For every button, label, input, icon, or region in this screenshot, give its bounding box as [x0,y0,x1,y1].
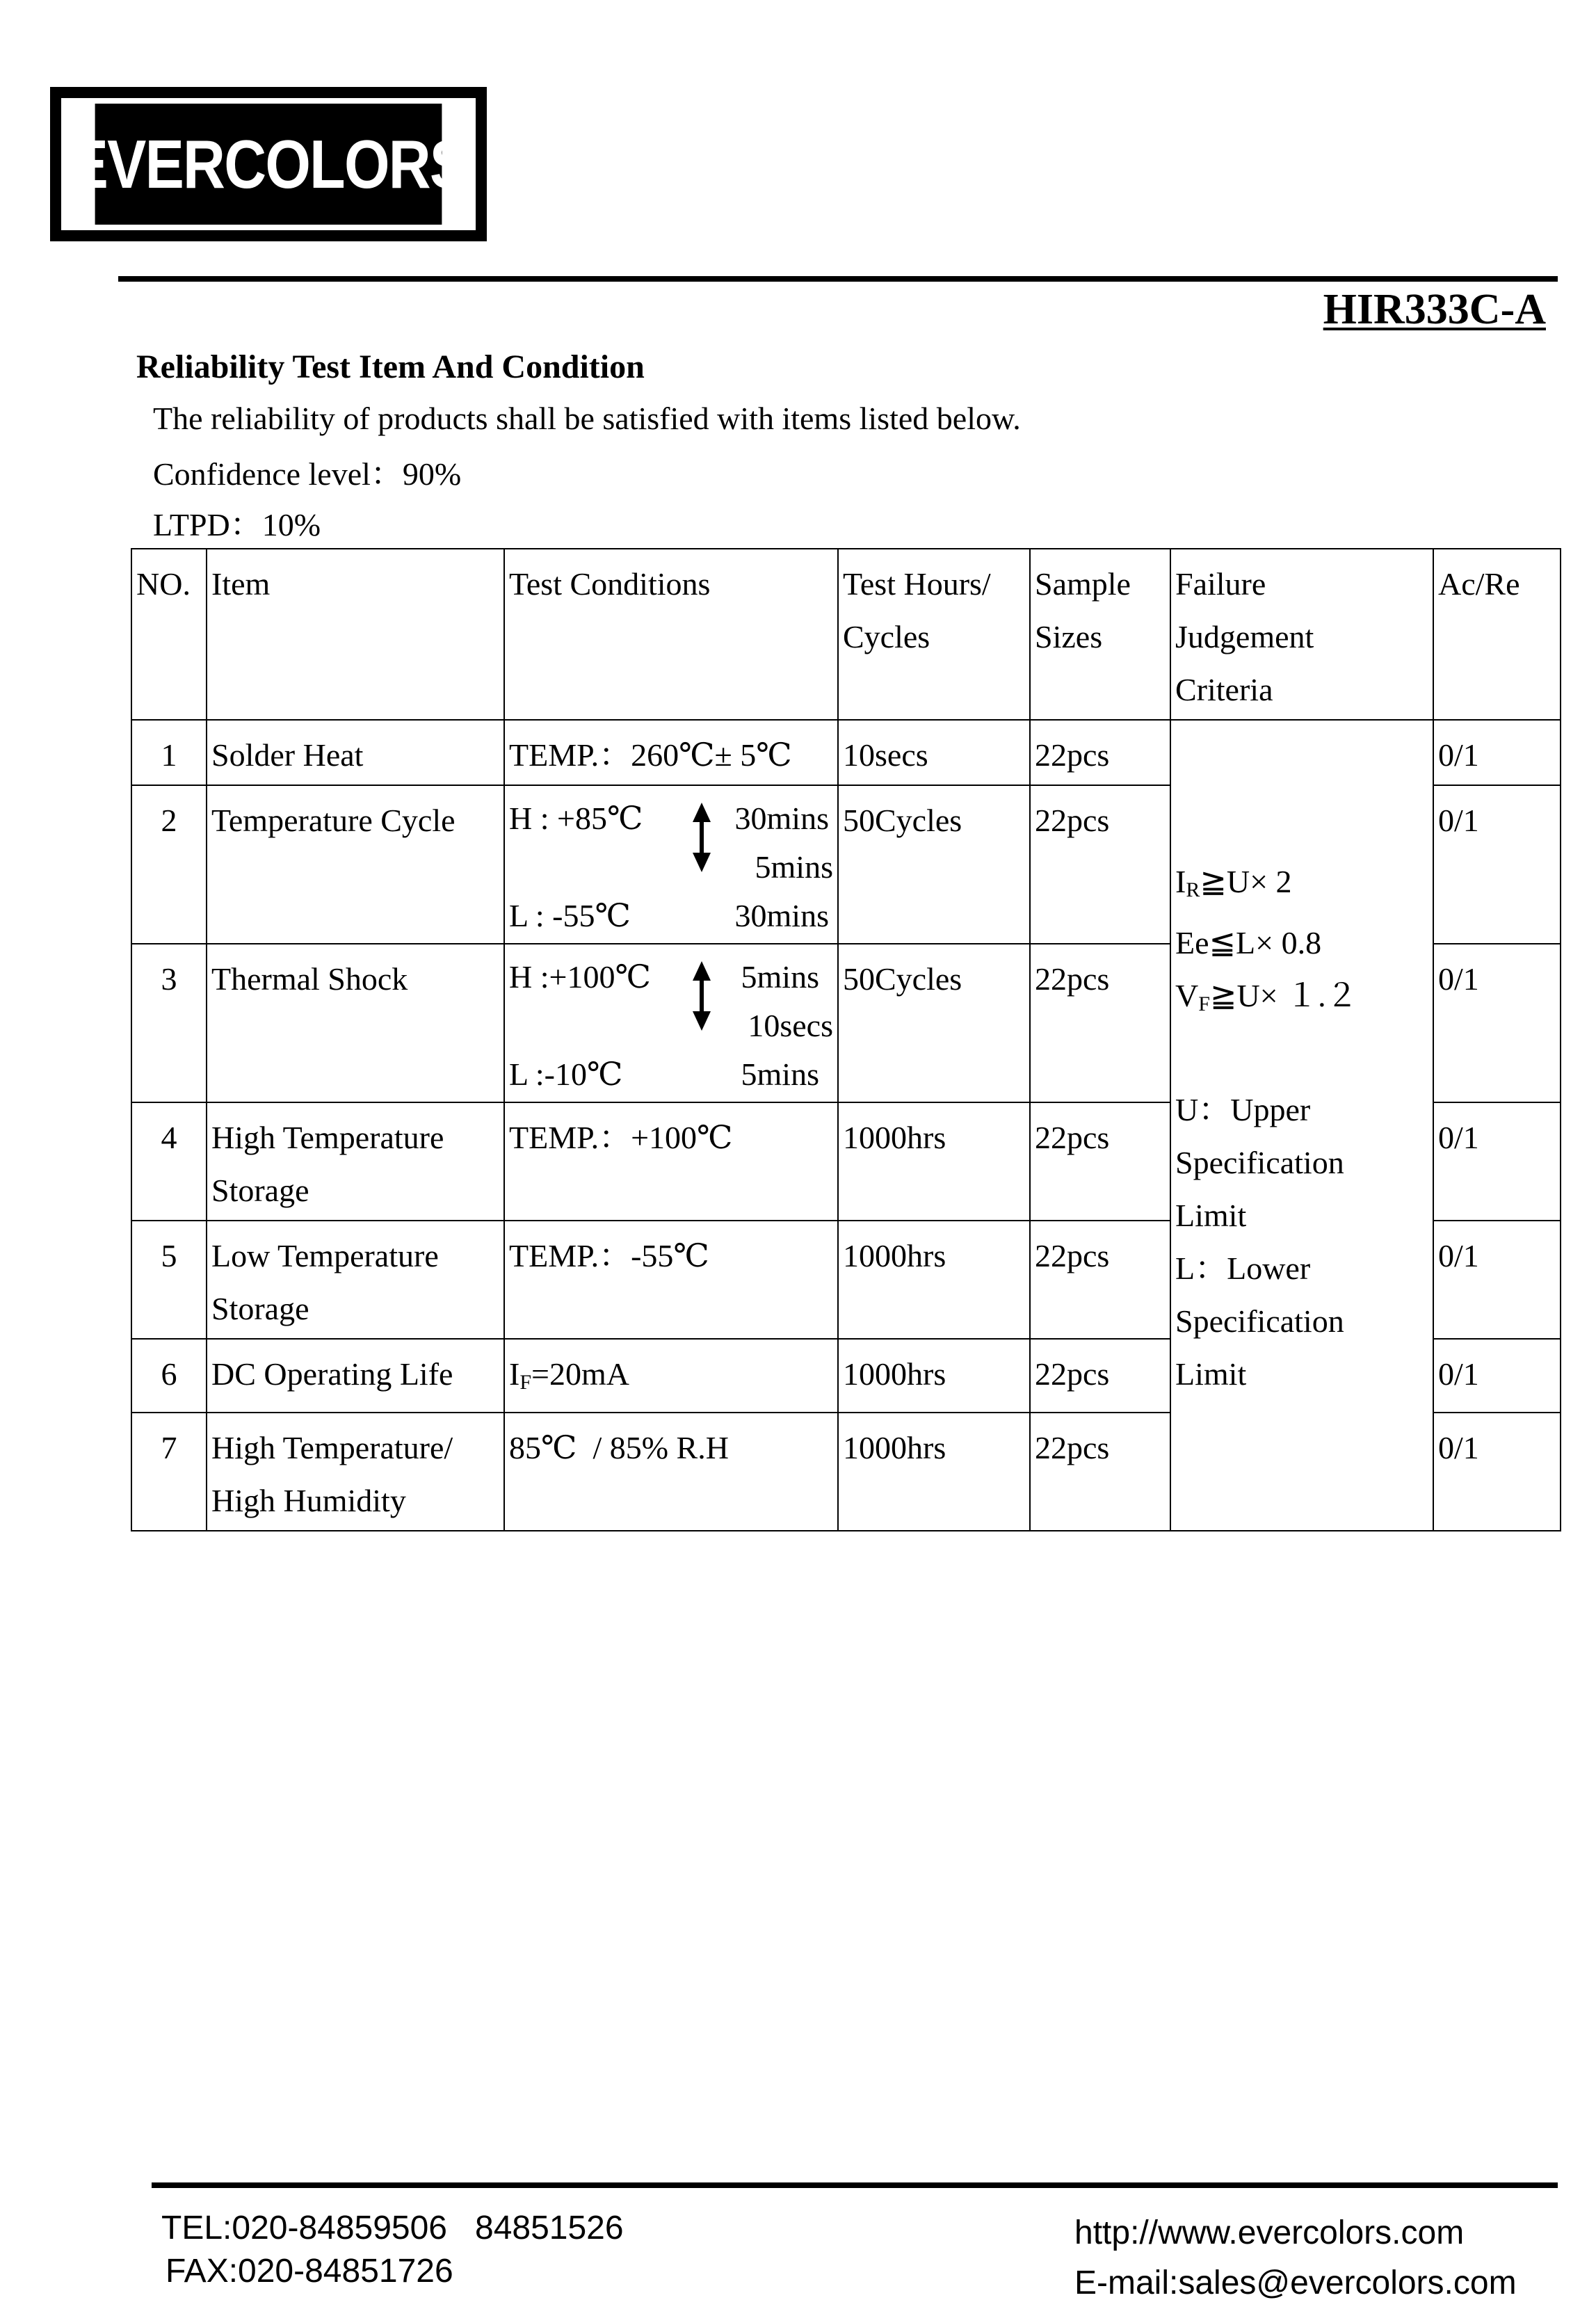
footer-url[interactable]: http://www.evercolors.com [1074,2214,1465,2251]
criteria-spacer [1175,1031,1428,1084]
row-sample: 22pcs [1030,944,1170,1102]
header-test-hours [838,549,1030,720]
row-sample: 22pcs [1030,785,1170,944]
row-no: 4 [131,1102,207,1221]
header-test-conditions: Test Conditions [504,549,838,720]
header-failure-line2: Judgement [1175,619,1314,654]
row-no: 2 [131,785,207,944]
company-logo [50,87,487,241]
footer-email[interactable]: E-mail:sales@evercolors.com [1074,2265,1517,2301]
row-no: 3 [131,944,207,1102]
row-condition [504,944,838,1102]
row-condition: $I_F=20mA$ [504,1339,838,1413]
criteria-lower-1: L：Lower [1175,1251,1311,1286]
row-acre: 0/1 [1433,1413,1561,1531]
header-sample-sizes [1030,549,1170,720]
row-no: 6 [131,1339,207,1413]
cond-transfer-time: 5mins [755,849,833,885]
row-item-line2: Storage [211,1291,309,1326]
row-hours: 1000hrs [838,1102,1030,1221]
header-failure-criteria [1170,549,1433,720]
criteria-upper-1: U：Upper [1175,1092,1311,1127]
shock-condition [509,953,833,1099]
footer-fax: FAX:020-84851726 [166,2253,453,2290]
logo-text: EVERCOLORS [95,104,442,225]
criteria-upper-2: Specification [1175,1145,1344,1180]
criteria-ee: Ee≦L× 0.8 [1175,925,1322,960]
row-item-line2: High Humidity [211,1483,406,1518]
cond-low: L : -55℃ [509,898,631,933]
cycle-condition [509,794,833,940]
row-sample: 22pcs [1030,1339,1170,1413]
header-test-hours-line1: Test Hours/ [843,566,991,602]
row-no: 7 [131,1413,207,1531]
row-acre: 0/1 [1433,944,1561,1102]
row-item-line1: High Temperature/ [211,1430,453,1465]
row-acre: 0/1 [1433,720,1561,785]
row-condition: TEMP.：+100℃ [504,1102,838,1221]
row-hours: 10secs [838,720,1030,785]
section-title: Reliability Test Item And Condition [136,348,645,385]
row-item: Temperature Cycle [207,785,504,944]
row-acre: 0/1 [1433,1221,1561,1339]
header-ac-re: Ac/Re [1433,549,1561,720]
table-header-row [131,549,1561,720]
cond-low: L :-10℃ [509,1056,623,1092]
header-test-hours-line2: Cycles [843,619,930,654]
row-item: DC Operating Life [207,1339,504,1413]
table-row [131,720,1561,785]
row-condition: 85℃ / 85% R.H [504,1413,838,1531]
row-hours: 50Cycles [838,944,1030,1102]
criteria-lower-3: Limit [1175,1356,1247,1392]
row-acre: 0/1 [1433,785,1561,944]
ltpd: LTPD：10% [153,507,321,542]
criteria-vf: $V_F≧U\times 1.2$ [1175,978,1358,1015]
criteria-lower-2: Specification [1175,1303,1344,1339]
row-item [207,1102,504,1221]
row-hours: 1000hrs [838,1339,1030,1413]
criteria-upper-3: Limit [1175,1198,1247,1233]
row-item: Solder Heat [207,720,504,785]
row-hours: 1000hrs [838,1413,1030,1531]
cond-high-time: 5mins [741,959,819,995]
row-hours: 1000hrs [838,1221,1030,1339]
row-sample: 22pcs [1030,1102,1170,1221]
logo-frame [61,98,476,230]
up-down-arrow-icon [691,803,712,872]
footer-tel: TEL:020-84859506 84851526 [161,2210,624,2246]
header-no: NO. [131,549,207,720]
row-sample: 22pcs [1030,720,1170,785]
row-item-line2: Storage [211,1173,309,1208]
row-hours: 50Cycles [838,785,1030,944]
row-no: 5 [131,1221,207,1339]
row-condition [504,785,838,944]
cond-transfer-time: 10secs [748,1008,833,1043]
row-condition: TEMP.：-55℃ [504,1221,838,1339]
row-no: 1 [131,720,207,785]
footer-rule [152,2182,1558,2188]
confidence-level: Confidence level：90% [153,456,462,492]
row-sample: 22pcs [1030,1221,1170,1339]
row-acre: 0/1 [1433,1102,1561,1221]
intro-text: The reliability of products shall be satisfied with items listed below. [153,401,1021,436]
header-failure-line3: Criteria [1175,672,1273,707]
header-failure-line1: Failure [1175,566,1266,602]
header-sample-line1: Sample [1035,566,1131,602]
header-sample-line2: Sizes [1035,619,1103,654]
row-item [207,1413,504,1531]
part-number: HIR333C-A [1323,286,1546,333]
row-item: Thermal Shock [207,944,504,1102]
reliability-table [131,548,1561,1531]
cond-high: H :+100℃ [509,959,651,995]
row-condition: TEMP.：260℃± 5℃ [504,720,838,785]
failure-criteria-cell [1170,720,1433,1531]
row-acre: 0/1 [1433,1339,1561,1413]
criteria-ir: $I_R≧U\times 2$ [1175,864,1292,901]
cond-high: H : +85℃ [509,801,643,836]
row-item-line1: Low Temperature [211,1238,439,1273]
header-item: Item [207,549,504,720]
cond-low-time: 30mins [734,898,829,933]
row-sample: 22pcs [1030,1413,1170,1531]
cond-high-time: 30mins [734,801,829,836]
cond-low-time: 5mins [741,1056,819,1092]
row-item [207,1221,504,1339]
header-rule [118,276,1558,282]
up-down-arrow-icon [691,961,712,1031]
row-item-line1: High Temperature [211,1120,444,1155]
